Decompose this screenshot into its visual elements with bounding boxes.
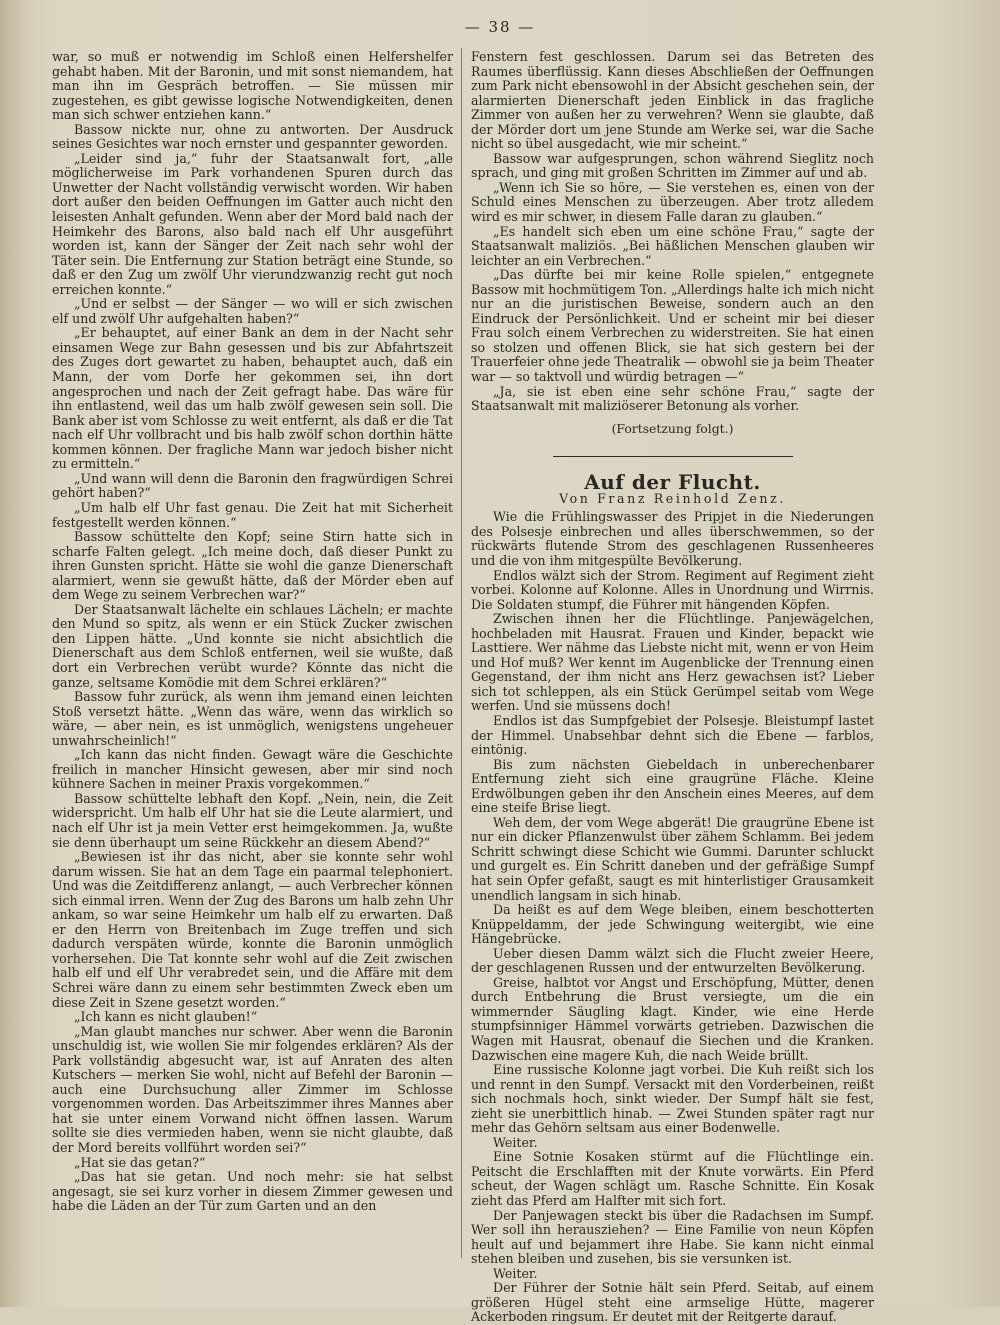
paragraph: Greise, halbtot vor Angst und Erschöpfung, Mütter, denen durch Entbehrung die Brust versiegte, um die ein wimmernder Säugling klagt. Kinder, wie eine Herde stumpfsinniger Hämmel vorwärts getrieben. Dazwischen die Wagen mit Hausrat, obenauf die Siechen und die Kranken. Dazwischen eine magere Kuh, die nach Weide brüllt. (471, 974, 874, 1063)
paragraph: war, so muß er notwendig im Schloß einen Helfershelfer gehabt haben. Mit der Baronin, und mit sonst niemandem, hat man ihn im Gespräch betroffen. — Sie müssen mir zugestehen, es gibt gewisse logische Notwendigkeiten, denen man sich schwer entziehen kann.“ (52, 49, 453, 123)
paragraph: „Wenn ich Sie so höre, — Sie verstehen es, einen von der Schuld eines Menschen zu überzeugen. Aber trotz alledem wird es mir schwer, in diesem Falle daran zu glauben.“ (471, 179, 874, 225)
paragraph: Ueber diesen Damm wälzt sich die Flucht zweier Heere, der geschlagenen Russen und der entwurzelten Bevölkerung. (471, 945, 874, 976)
paragraph: Da heißt es auf dem Wege bleiben, einem beschotterten Knüppeldamm, der jede Schwingung weitergibt, wie eine Hängebrücke. (471, 902, 874, 947)
paragraph: Eine Sotnie Kosaken stürmt auf die Flüchtlinge ein. Peitscht die Erschlafften mit der Knute vorwärts. Ein Pferd scheut, der Wagen schlägt um. Rasche Schnitte. Ein Kosak zieht das Pferd am Halfter mit sich fort. (471, 1149, 874, 1209)
paragraph: Eine russische Kolonne jagt vorbei. Die Kuh reißt sich los und rennt in den Sumpf. Versackt mit den Vorderbeinen, reißt sich nochmals hoch, sinkt wieder. Der Sumpf hält sie fest, zieht sie unerbittlich hinab. — Zwei Stunden später ragt nur mehr das Gehörn seltsam aus einer Bodenwelle. (471, 1062, 874, 1136)
paragraph: Zwischen ihnen her die Flüchtlinge. Panjewägelchen, hochbeladen mit Hausrat. Frauen und Kinder, bepackt wie Lasttiere. Wer nähme das Liebste nicht mit, wenn er von Heim und Hof muß? Wer kennt im Augenblicke der Trennung einen Gegenstand, der ihm nicht ans Herz gewachsen ist? Lieber sich tot schleppen, als ein Stück Gerümpel seitab vom Wege werfen. Und sie müssens doch! (471, 611, 874, 714)
paragraph: „Es handelt sich eben um eine schöne Frau,“ sagte der Staatsanwalt maliziös. „Bei häßlichen Menschen glauben wir leichter an ein Verbrechen.“ (471, 223, 874, 268)
paragraph: Bassow schüttelte lebhaft den Kopf. „Nein, nein, die Zeit widerspricht. Um halb elf Uhr hat sie die Leute alarmiert, und nach elf Uhr ist ja mein Vetter erst heimgekommen. Ja, wußte sie denn überhaupt um seine Rückkehr an diesem Abend?“ (52, 790, 453, 850)
paper-edge-stain (0, 0, 28, 1307)
paragraph: Der Staatsanwalt lächelte ein schlaues Lächeln; er machte den Mund so spitz, als wenn er ein Stück Zucker zwischen den Lippen hätte. „Und konnte sie nicht absichtlich die Dienerschaft aus dem Schloß entfernen, weil sie wußte, daß dort ein Verbrechen verübt wurde? Könnte das nicht die ganze, seltsame Komödie mit dem Schrei erklären?“ (52, 601, 453, 690)
paragraph: Weiter. (493, 1265, 538, 1281)
page-number: — 38 — (464, 18, 536, 36)
paragraph: „Das hat sie getan. Und noch mehr: sie hat selbst angesagt, sie sei kurz vorher in diesem Zimmer gewesen und habe die Läden an der Tür zum Garten und an den (52, 1169, 453, 1214)
paragraph: Weh dem, der vom Wege abgerät! Die graugrüne Ebene ist nur ein dicker Pflanzenwulst über zähem Schlamm. Bei jedem Schritt schwingt diese Schicht wie Gummi. Darunter schluckt und gurgelt es. Ein Schritt daneben und der gefräßige Sumpf hat sein Opfer gefaßt, saugt es mit hinterlistiger Grausamkeit unendlich langsam in sich hinab. (471, 814, 874, 903)
paragraph: „Ich kann das nicht finden. Gewagt wäre die Geschichte freilich in mancher Hinsicht gewesen, aber mir sind noch kühnere Sachen in meiner Praxis vorgekommen.“ (52, 747, 453, 792)
paragraph: „Ich kann es nicht glauben!“ (74, 1009, 258, 1025)
article-byline: Von Franz Reinhold Zenz. (559, 490, 786, 506)
paragraph: Weiter. (493, 1134, 538, 1150)
paragraph: „Und wann will denn die Baronin den fragwürdigen Schrei gehört haben?“ (52, 470, 453, 501)
paragraph: Bassow fuhr zurück, als wenn ihm jemand einen leichten Stoß versetzt hätte. „Wenn das wäre, wenn das wirklich so wäre, — aber nein, es ist unmöglich, wenigstens ungeheuer unwahrscheinlich!“ (52, 689, 453, 748)
paragraph: Bis zum nächsten Giebeldach in unberechenbarer Entfernung zieht sich eine graugrüne Fläche. Kleine Erdwölbungen geben ihr den Anschein eines Meeres, auf dem eine steife Brise liegt. (471, 756, 874, 816)
paragraph: „Das dürfte bei mir keine Rolle spielen,“ entgegnete Bassow mit hochmütigem Ton. „Allerdings halte ich mich nicht nur an die juristischen Beweise, sondern auch an den Eindruck der Persönlichkeit. Und er scheint mir bei dieser Frau solch einem Verbrechen zu widerstreiten. Sie hat einen so stolzen und offenen Blick, sie hat sich gestern bei der Trauerfeier ohne jede Theatralik — obwohl sie ja beim Theater war — so taktvoll und würdig betragen —“ (471, 267, 874, 385)
column-divider (461, 48, 462, 1258)
paragraph: Bassow nickte nur, ohne zu antworten. Der Ausdruck seines Gesichtes war noch ernster und gespannter geworden. (52, 121, 453, 152)
paragraph: „Und er selbst — der Sänger — wo will er sich zwischen elf und zwölf Uhr aufgehalten haben?“ (52, 296, 453, 326)
paragraph: „Bewiesen ist ihr das nicht, aber sie konnte sehr wohl darum wissen. Sie hat an dem Tage ein paarmal telephoniert. Und was die Zeitdifferenz anlangt, — auch Verbrecher können sich einmal irren. Wenn der Zug des Barons um halb zehn Uhr ankam, so war seine Heimkehr um halb elf zu erwarten. Daß er den Herrn von Breitenbach im Zuge treffen und sich dadurch verspäten würde, konnte die Baronin unmöglich vorhersehen. Die Tat konnte sehr wohl auf die Zeit zwischen halb elf und elf Uhr verabredet sein, und die Affäre mit dem Schrei wäre dann zu einem sehr bestimmten Zweck eben um diese Zeit in Szene gesetzt worden.“ (52, 849, 453, 1010)
paragraph: „Ja, sie ist eben eine sehr schöne Frau,“ sagte der Staatsanwalt mit maliziöserer Betonung als vorher. (471, 383, 874, 414)
paragraph: Bassow war aufgesprungen, schon während Sieglitz noch sprach, und ging mit großen Schritten im Zimmer auf und ab. (471, 150, 874, 181)
paragraph: „Er behauptet, auf einer Bank an dem in der Nacht sehr einsamen Wege zur Bahn gesessen und bis zur Abfahrtszeit des Zuges dort gewartet zu haben, behauptet auch, daß ein Mann, der vom Dorfe her gekommen sei, ihn dort angesprochen und nach der Zeit gefragt habe. Das wäre für ihn entlastend, weil das um halb zwölf gewesen sein soll. Die Bank aber ist vom Schlosse zu weit entfernt, als daß er die Tat nach elf Uhr vollbracht und bis halb zwölf schon dorthin hätte kommen können. Der fragliche Mann war jedoch bisher nicht zu ermitteln.“ (52, 325, 453, 472)
right-column (471, 49, 874, 1325)
paragraph: Endlos wälzt sich der Strom. Regiment auf Regiment zieht vorbei. Kolonne auf Kolonne. Alles in Unordnung und Wirrnis. Die Soldaten stumpf, die Führer mit hängenden Köpfen. (471, 567, 874, 612)
paragraph: „Um halb elf Uhr fast genau. Die Zeit hat mit Sicherheit festgestellt werden können.“ (52, 499, 453, 530)
section-separator (553, 456, 793, 457)
paragraph: Wie die Frühlingswasser des Pripjet in die Niederungen des Polsesje einbrechen und alles überschwemmen, so der rückwärts flutende Strom des geschlagenen Russenheeres und die von ihm mitgespülte Bevölkerung. (471, 509, 874, 568)
paragraph: Endlos ist das Sumpfgebiet der Polsesje. Bleistumpf lastet der Himmel. Unabsehbar dehnt sich die Ebene — farblos, eintönig. (471, 712, 874, 758)
paragraph: Fenstern fest geschlossen. Darum sei das Betreten des Raumes überflüssig. Kann dieses Abschließen der Oeffnungen zum Park nicht ebensowohl in der Absicht geschehen sein, der alarmierten Dienerschaft jeden Einblick in das fragliche Zimmer von außen her zu verwehren? Wenn sie glaubte, daß der Mörder dort um jene Stunde am Werke sei, war die Sache nicht so übel ausgedacht, wie mir scheint.“ (471, 49, 874, 152)
paragraph: „Leider sind ja,“ fuhr der Staatsanwalt fort, „alle möglicherweise im Park vorhandenen Spuren durch das Unwetter der Nacht vollständig verwischt worden. Wir haben dort außer den beiden Oeffnungen im Gatter auch nicht den leisesten Anhalt gefunden. Wenn aber der Mord bald nach der Heimkehr des Barons, also bald nach elf Uhr ausgeführt worden ist, kann der Sänger der Zeit nach sehr wohl der Täter sein. Die Entfernung zur Station beträgt eine Stunde, so daß er den Zug um zwölf Uhr vierundzwanzig recht gut noch erreichen konnte.“ (52, 150, 453, 297)
paragraph: „Man glaubt manches nur schwer. Aber wenn die Baronin unschuldig ist, wie wollen Sie mir folgendes erklären? Als der Park vollständig abgesucht war, ist auf Anraten des alten Kutschers — merken Sie wohl, nicht auf Befehl der Baronin — auch eine Durchsuchung aller Zimmer im Schlosse vorgenommen worden. Das Arbeitszimmer ihres Mannes aber hat sie unter einem Vorwand nicht öffnen lassen. Warum sollte sie dies vermieden haben, wenn sie nicht glaubte, daß der Mord bereits vollführt worden sei?“ (52, 1023, 453, 1156)
continuation-note: (Fortsetzung folgt.) (611, 420, 734, 436)
left-column (52, 50, 453, 1255)
paragraph: Bassow schüttelte den Kopf; seine Stirn hatte sich in scharfe Falten gelegt. „Ich meine doch, daß dieser Punkt zu ihren Gunsten spricht. Hätte sie wohl die ganze Dienerschaft alarmiert, wenn sie gewußt hätte, daß der Mörder eben auf dem Wege zu seinem Verbrechen war?“ (52, 529, 453, 603)
paragraph: „Hat sie das getan?“ (74, 1154, 206, 1170)
paragraph: Der Führer der Sotnie hält sein Pferd. Seitab, auf einem größeren Hügel steht eine armselige Hütte, magerer Ackerboden ringsum. Er deutet mit der Reitgerte darauf. (471, 1280, 874, 1325)
article-title: Auf der Flucht. (584, 470, 761, 495)
paragraph: Der Panjewagen steckt bis über die Radachsen im Sumpf. Wer soll ihn herausziehen? — Eine Familie von neun Köpfen heult auf und bejammert ihre Habe. Sie kann nicht einmal stehen bleiben und zusehen, bis sie versunken ist. (471, 1207, 874, 1267)
